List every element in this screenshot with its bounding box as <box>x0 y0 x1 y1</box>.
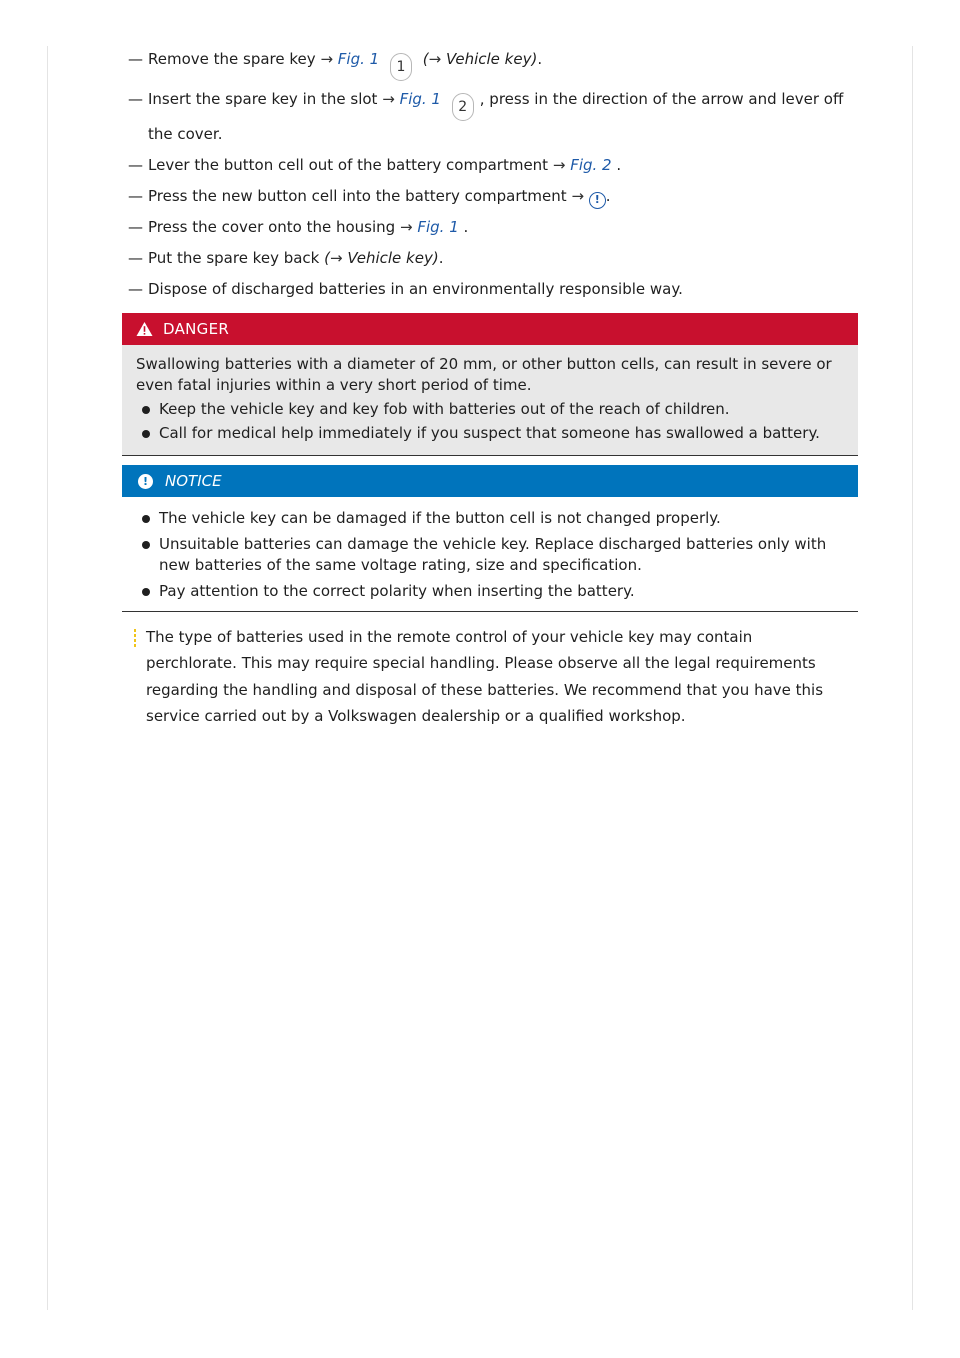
notice-body <box>122 497 858 612</box>
step-text: Dispose of discharged batteries in an environmentally responsible way. <box>148 280 683 298</box>
figure-link[interactable]: Fig. 1 <box>337 50 380 68</box>
step-text: Insert the spare key in the slot <box>148 90 378 108</box>
danger-text: Swallowing batteries with a diameter of 20 mm, or other button cells, can result in severe or even fatal injuries within a very short period of time. <box>136 355 832 394</box>
danger-title: DANGER <box>163 320 230 338</box>
danger-box <box>122 313 858 456</box>
step-put-key-back <box>100 245 860 271</box>
notice-bullet-list <box>136 508 846 602</box>
step-press-cover <box>100 214 860 240</box>
callout-number: 1 <box>390 53 412 81</box>
arrow-right-icon: → <box>382 90 395 108</box>
step-list <box>100 46 860 302</box>
left-margin-rule <box>47 46 48 1310</box>
notice-header <box>122 465 858 497</box>
danger-header <box>122 313 858 345</box>
danger-bullet-list <box>136 399 846 444</box>
paren-open: ( <box>324 249 330 267</box>
list-item: Call for medical help immediately if you suspect that someone has swallowed a battery. <box>136 423 846 444</box>
callout-number: 2 <box>452 93 474 121</box>
paren-open: ( <box>422 50 429 68</box>
step-dash: — <box>128 249 143 267</box>
step-dash: — <box>128 187 143 205</box>
step-end: . <box>463 218 469 236</box>
list-item: Keep the vehicle key and key fob with batteries out of the reach of children. <box>136 399 846 420</box>
step-press-new-cell <box>100 183 860 209</box>
arrow-right-icon: → <box>330 249 343 267</box>
notice-box <box>122 465 858 612</box>
notice-reference-icon[interactable]: ! <box>589 192 606 209</box>
step-end: . <box>438 249 444 267</box>
vehicle-key-link[interactable]: Vehicle key <box>445 50 532 68</box>
info-text: The type of batteries used in the remote control of your vehicle key may contain perchlorate. This may require special handling. Please observe all the legal requirements regarding the handling and disposal of these batteries. We recommend that you have this service carried out by a Volkswagen dealership or a qualified workshop. <box>146 628 824 725</box>
step-text: Put the spare key back <box>148 249 320 267</box>
notice-title: NOTICE <box>165 472 222 490</box>
vehicle-key-link[interactable]: Vehicle key <box>347 249 433 267</box>
step-dash: — <box>128 156 143 174</box>
info-note <box>132 624 846 729</box>
instruction-content <box>100 46 860 307</box>
step-remove-spare-key <box>100 46 860 81</box>
step-dash: — <box>128 218 143 236</box>
figure-link[interactable]: Fig. 1 <box>417 218 459 236</box>
exclamation-circle-icon: ! <box>138 474 153 489</box>
step-dash: — <box>128 50 143 68</box>
figure-link[interactable]: Fig. 2 <box>570 156 612 174</box>
step-end: . <box>537 50 543 68</box>
arrow-right-icon: → <box>428 50 442 68</box>
figure-link[interactable]: Fig. 1 <box>399 90 441 108</box>
paren-close: ) <box>531 50 538 68</box>
step-text: Press the cover onto the housing <box>148 218 396 236</box>
step-text-after: , press in the direction of the arrow and lever off the cover. <box>148 90 844 143</box>
step-lever-button-cell <box>100 152 860 178</box>
list-item: Unsuitable batteries can damage the vehicle key. Replace discharged batteries only with new batteries of the same voltage rating, size and specification. <box>136 534 846 576</box>
paren-close: ) <box>432 249 439 267</box>
danger-body <box>122 345 858 456</box>
step-dash: — <box>128 90 143 108</box>
step-dispose-batteries <box>100 276 860 302</box>
list-item: The vehicle key can be damaged if the button cell is not changed properly. <box>136 508 846 529</box>
arrow-right-icon: → <box>320 50 334 68</box>
arrow-right-icon: → <box>552 156 566 174</box>
arrow-right-icon: → <box>399 218 413 236</box>
step-end: . <box>605 187 611 205</box>
step-dash: — <box>128 280 143 298</box>
step-text: Press the new button cell into the battery compartment <box>148 187 567 205</box>
step-insert-spare-key <box>100 86 860 147</box>
right-margin-rule <box>912 46 913 1310</box>
warning-triangle-icon <box>136 321 153 337</box>
list-item: Pay attention to the correct polarity when inserting the battery. <box>136 581 846 602</box>
step-end: . <box>616 156 622 174</box>
step-text: Lever the button cell out of the battery compartment <box>148 156 549 174</box>
arrow-right-icon: → <box>571 187 585 205</box>
info-marker-icon <box>132 629 138 647</box>
step-text: Remove the spare key <box>148 50 316 68</box>
